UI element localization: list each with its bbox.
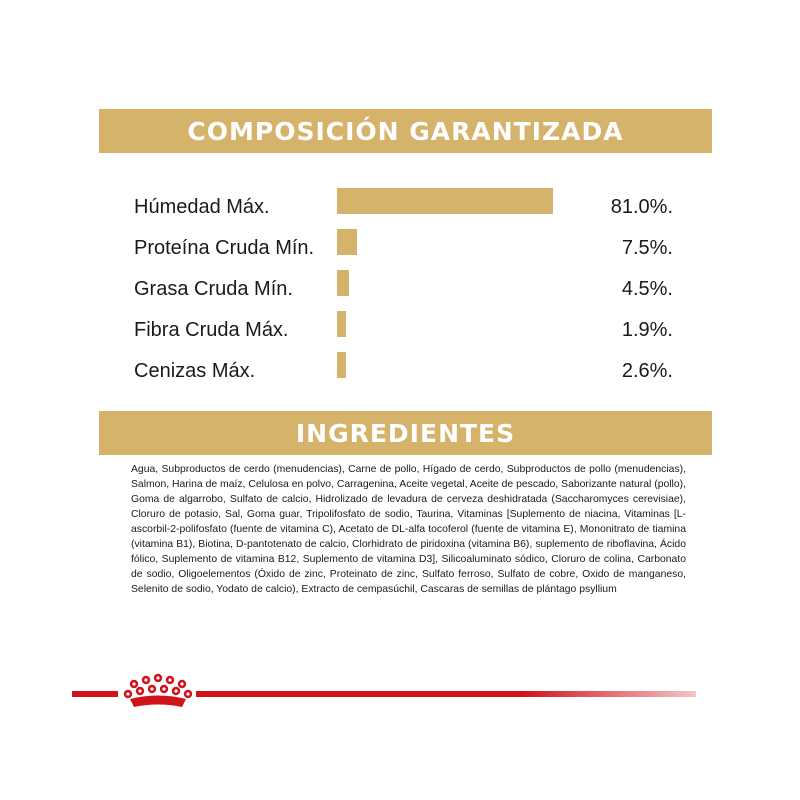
- ingredientes-banner: [99, 411, 712, 455]
- chart-row: [0, 352, 800, 392]
- chart-bar: [337, 352, 346, 378]
- composicion-banner: [99, 109, 712, 153]
- chart-category-label: Proteína Cruda Mín.: [134, 237, 315, 259]
- composicion-chart: [0, 170, 800, 390]
- chart-value-label: 7.5%.: [621, 237, 673, 259]
- chart-value-label: 4.5%.: [621, 278, 673, 300]
- chart-category-label: Cenizas Máx.: [134, 360, 256, 382]
- chart-value-label: 2.6%.: [621, 360, 673, 382]
- chart-row: [0, 188, 800, 228]
- chart-row: [0, 311, 800, 351]
- chart-bar: [337, 229, 357, 255]
- chart-category-label: Fibra Cruda Máx.: [134, 319, 289, 341]
- chart-row: [0, 270, 800, 310]
- chart-value-label: 81.0%.: [610, 196, 673, 218]
- chart-value-label: 1.9%.: [621, 319, 673, 341]
- ingredientes-title: INGREDIENTES: [295, 418, 516, 448]
- footer-line-right: [196, 691, 696, 697]
- footer-line-left: [72, 691, 118, 697]
- chart-category-label: Húmedad Máx.: [134, 196, 270, 218]
- chart-bar: [337, 270, 349, 296]
- ingredientes-text: Agua, Subproductos de cerdo (menudencias), Carne de pollo, Hígado de cerdo, Subproductos de pollo (menudencias), Salmon, Harina de maíz, Celulosa en polvo, Carragenina, Aceite vegetal, Aceite de pescado, Saborizante natural (pollo), Goma de algarrobo, Sulfato de calcio, Hidrolizado de levadura de cerveza deshidratada (Saccharomyces cerevisiae), Cloruro de potasio, Sal, Goma guar, Tripolifosfato de sodio, Taurina, Vitaminas [Suplemento de niacina, Vitaminas [L-ascorbil-2-polifosfato (fuente de vitamina C), Acetato de DL-alfa tocoferol (fuente de vitamina E), Mononitrato de tiamina (vitamina B1), Biotina, D-pantotenato de calcio, Clorhidrato de piridoxina (vitamina B6), suplemento de riboflavina, Ácido fólico, Suplemento de vitamina B12, Suplemento de vitamina D3], Silicoaluminato sódico, Cloruro de colina, Carbonato de sodio, Oligoelementos (Óxido de zinc, Proteinato de zinc, Sulfato ferroso, Sulfato de cobre, Oxido de manganeso, Selenito de sodio, Yodato de calcio), Extracto de cempasúchil, Cascaras de semillas de plántago psyllium: [131, 464, 686, 595]
- chart-bar: [337, 188, 553, 214]
- royal-crown-icon: [120, 672, 196, 712]
- composicion-title: COMPOSICIÓN GARANTIZADA: [187, 116, 624, 146]
- chart-category-label: Grasa Cruda Mín.: [134, 278, 293, 300]
- chart-row: [0, 229, 800, 269]
- chart-bar: [337, 311, 346, 337]
